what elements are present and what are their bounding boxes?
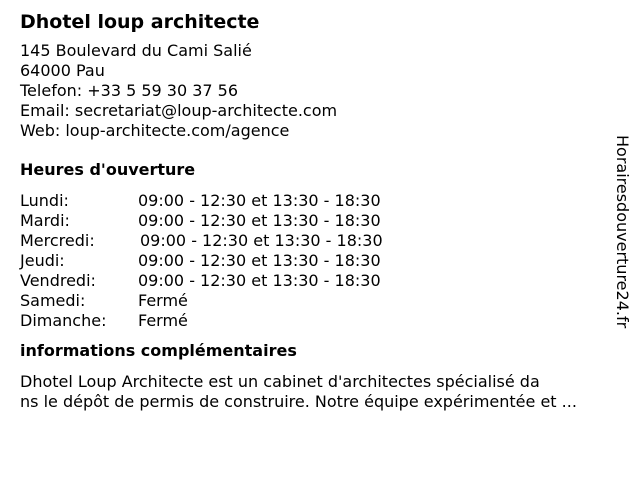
hours-row-tuesday: [20, 211, 620, 231]
contact-block: [20, 41, 620, 141]
day-label: Mercredi:: [20, 231, 95, 250]
description: [20, 372, 628, 412]
day-hours: 09:00 - 12:30 et 13:30 - 18:30: [138, 251, 381, 270]
day-label: Mardi:: [20, 211, 70, 230]
day-label: Samedi:: [20, 291, 86, 310]
hours-row-thursday: [20, 251, 620, 271]
day-label: Vendredi:: [20, 271, 96, 290]
day-hours: Fermé: [138, 291, 188, 310]
hours-heading: Heures d'ouverture: [20, 160, 196, 179]
description-line: Dhotel Loup Architecte est un cabinet d'architectes spécialisé da: [20, 372, 540, 391]
hours-row-saturday: [20, 291, 620, 311]
website-text: Web: loup-architecte.com/agence: [20, 121, 290, 140]
hours-row-wednesday: [20, 231, 620, 251]
business-name: Dhotel loup architecte: [20, 11, 260, 33]
description-line: ns le dépôt de permis de construire. Notre équipe expérimentée et ...: [20, 392, 577, 411]
address-city: 64000 Pau: [20, 61, 105, 80]
info-heading: informations complémentaires: [20, 341, 297, 360]
hours-table: [20, 191, 620, 331]
day-label: Dimanche:: [20, 311, 107, 330]
email-text: Email: secretariat@loup-architecte.com: [20, 101, 338, 120]
day-hours: 09:00 - 12:30 et 13:30 - 18:30: [138, 271, 381, 290]
business-card: [20, 10, 620, 412]
phone-text: Telefon: +33 5 59 30 37 56: [20, 81, 239, 100]
day-hours: 09:00 - 12:30 et 13:30 - 18:30: [138, 191, 381, 210]
hours-row-monday: [20, 191, 620, 211]
site-watermark: Horairesdouverture24.fr: [613, 135, 632, 329]
day-hours: 09:00 - 12:30 et 13:30 - 18:30: [140, 231, 383, 250]
hours-row-friday: [20, 271, 620, 291]
address-street: 145 Boulevard du Cami Salié: [20, 41, 252, 60]
day-label: Lundi:: [20, 191, 69, 210]
day-hours: Fermé: [138, 311, 188, 330]
day-label: Jeudi:: [20, 251, 65, 270]
hours-row-sunday: [20, 311, 620, 331]
day-hours: 09:00 - 12:30 et 13:30 - 18:30: [138, 211, 381, 230]
